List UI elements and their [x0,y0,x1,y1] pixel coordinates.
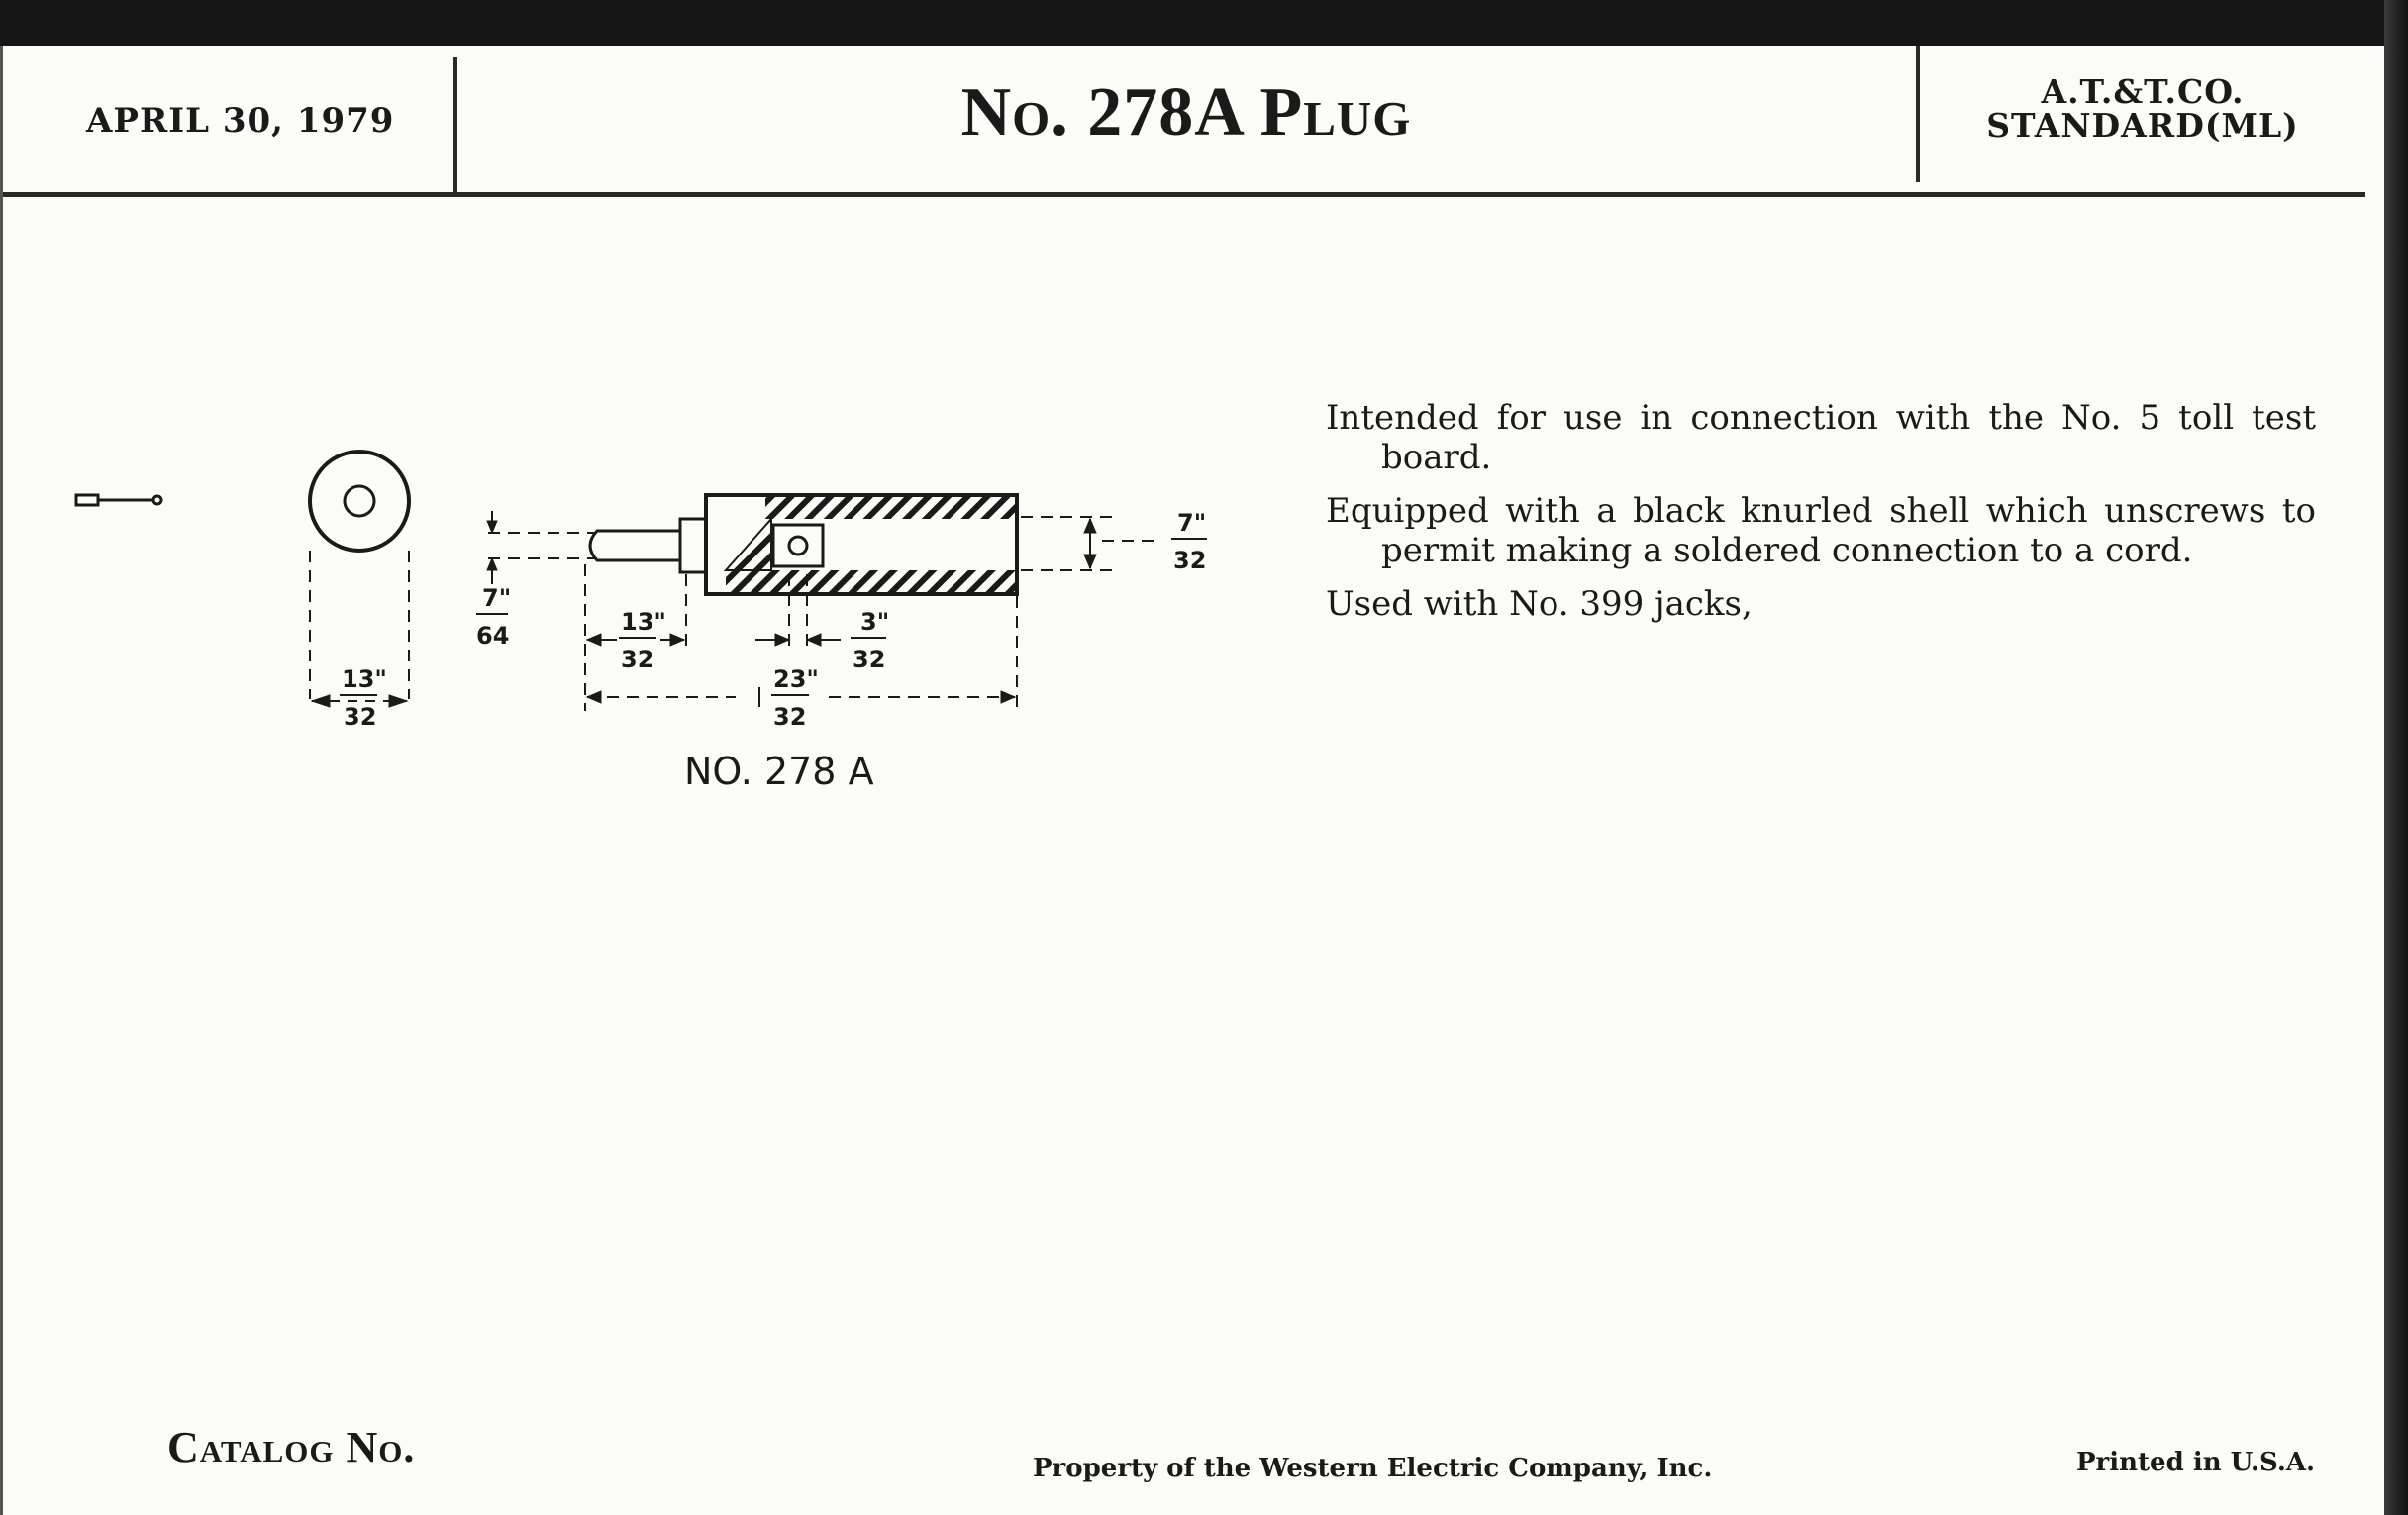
pin-dia-num: 7" [482,584,512,612]
pin-dia-dim [487,511,597,584]
description-para-3: Used with No. 399 jacks, [1326,584,1753,624]
drawing-caption: NO. 278 A [684,750,874,793]
end-view-dim-num: 13" [342,665,387,693]
pin-length-num: 13" [621,608,666,636]
scan-top-border [0,0,2408,46]
scan-right-border [2384,0,2408,1515]
shell-dia-den: 32 [1173,547,1207,574]
shell-dia-num: 7" [1177,509,1207,537]
pin-dia-den: 64 [476,622,510,650]
sheet-date: APRIL 30, 1979 [86,101,395,141]
overall-den: 32 [773,703,807,731]
printed-notice: Printed in U.S.A. [2076,1448,2316,1477]
collar-den: 32 [853,646,886,673]
plug-drawing [3,46,1290,798]
standard-line-1: A.T.&T.CO. [2041,72,2245,111]
description-para-2: Equipped with a black knurled shell which unscrews to permit making a soldered connection to a cord. [1326,491,2316,570]
collar-dim [755,634,841,646]
collar-num: 3" [860,608,890,636]
description [1326,398,2316,638]
catalog-sheet [0,46,2384,1515]
page-title: No. 278A Plug [960,74,1412,151]
end-view-dim-den: 32 [344,703,377,731]
shell-dia-dim [1021,517,1159,570]
standard-line-2: STANDARD(ML) [1986,106,2299,145]
overall-num: 23" [773,665,819,693]
description-para-1: Intended for use in connection with the No. 5 toll test board. [1326,398,2316,477]
property-notice: Property of the Western Electric Company, Inc. [1033,1454,1713,1483]
side-view [590,495,1017,594]
plug-symbol-icon [76,495,161,505]
catalog-number-label: Catalog No. [167,1423,416,1471]
standard-label [1920,72,2365,145]
pin-length-den: 32 [621,646,654,673]
